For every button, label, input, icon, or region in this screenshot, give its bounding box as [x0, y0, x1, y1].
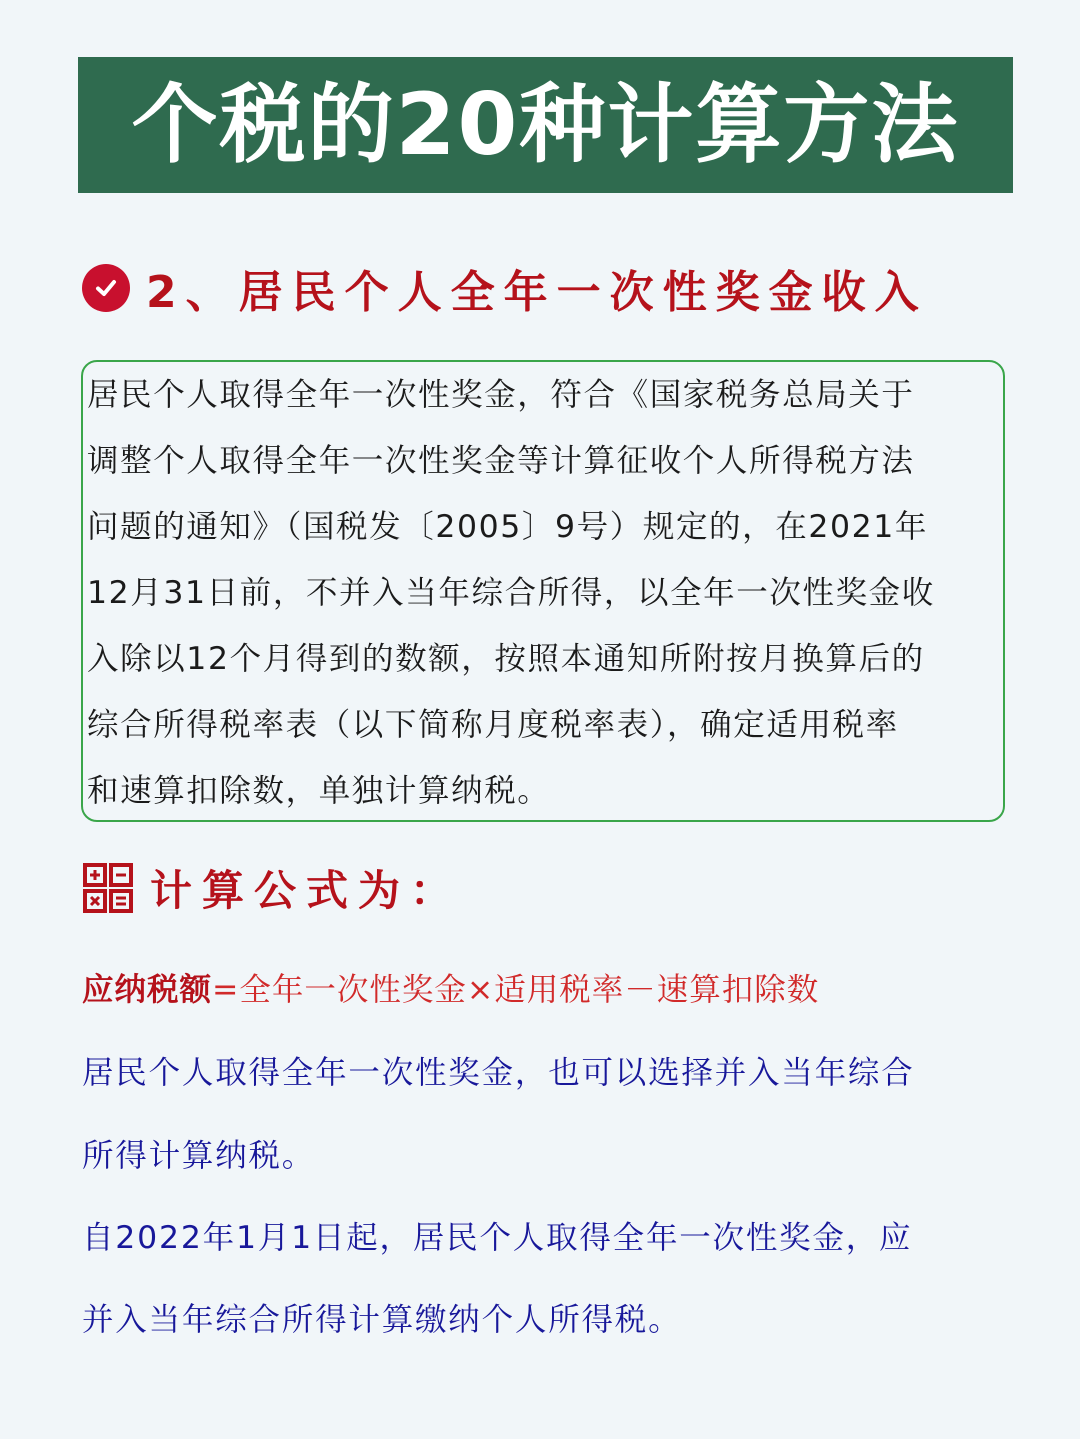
formula-heading-text: 计算公式为：	[150, 866, 463, 915]
intro-line: 和速算扣除数，单独计算纳税。	[87, 773, 551, 809]
section-heading-text: 2、居民个人全年一次性奖金收入	[146, 267, 928, 318]
intro-text-box	[81, 360, 1005, 822]
intro-line: 入除以12个月得到的数额，按照本通知所附按月换算后的	[87, 641, 925, 677]
title-banner	[78, 57, 1013, 193]
formula-body: =全年一次性奖金×适用税率－速算扣除数	[212, 972, 820, 1008]
section-heading	[82, 258, 928, 318]
formula-line	[82, 968, 819, 1012]
intro-line: 问题的通知》（国税发〔2005〕9号）规定的，在2021年	[87, 509, 929, 545]
note-line: 并入当年综合所得计算缴纳个人所得税。	[82, 1302, 682, 1338]
intro-line: 12月31日前，不并入当年综合所得，以全年一次性奖金收	[87, 575, 935, 611]
note-line: 所得计算纳税。	[82, 1138, 316, 1174]
intro-line: 居民个人取得全年一次性奖金，符合《国家税务总局关于	[87, 377, 915, 413]
check-circle-icon	[82, 264, 130, 312]
formula-heading	[82, 860, 462, 916]
formula-label: 应纳税额	[82, 972, 213, 1008]
calculator-icon	[82, 862, 134, 914]
note-line: 自2022年1月1日起，居民个人取得全年一次性奖金，应	[82, 1220, 913, 1256]
page-title: 个税的20种计算方法	[131, 75, 960, 175]
intro-line: 调整个人取得全年一次性奖金等计算征收个人所得税方法	[87, 443, 915, 479]
intro-line: 综合所得税率表（以下简称月度税率表），确定适用税率	[87, 707, 899, 743]
note-line: 居民个人取得全年一次性奖金，也可以选择并入当年综合	[82, 1055, 915, 1091]
